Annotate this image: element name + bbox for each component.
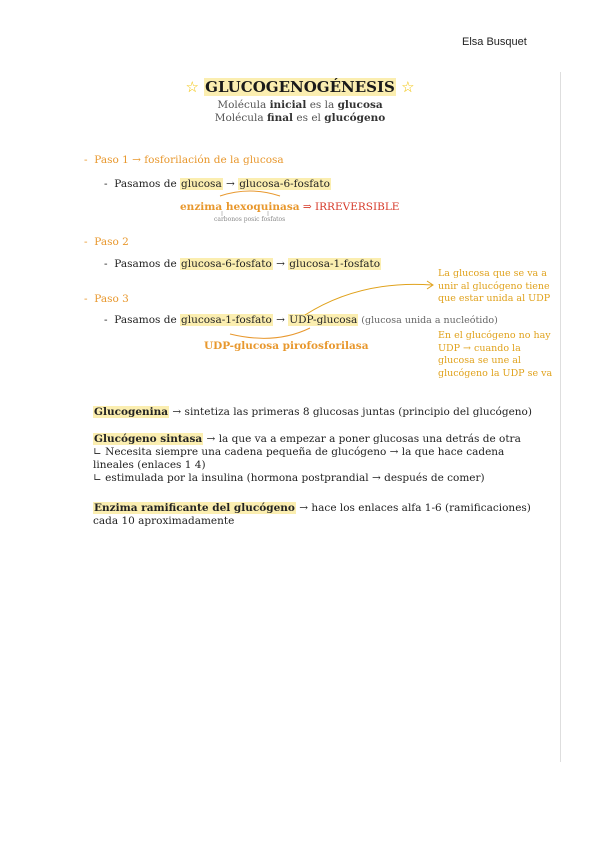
star-icon: ☆ (401, 78, 415, 96)
step-2-line: - Pasamos de glucosa-6-fosfato → glucosa-1-fosfato (104, 258, 381, 270)
subtitle-line-2: Molécula final es el glucógeno (214, 112, 386, 124)
title-text: GLUCOGENOGÉNESIS (205, 78, 395, 96)
side-note-udp: La glucosa que se va a unir al glucógeno tiene que estar unida al UDP (438, 268, 551, 304)
star-icon: ☆ (185, 78, 199, 96)
glucogenina-line: Glucogenina → sintetiza las primeras 8 glucosas juntas (principio del glucógeno) (94, 406, 532, 418)
author-name: Elsa Busquet (462, 36, 527, 48)
step-1-enzyme: enzima hexoquinasa ⇒ IRREVERSIBLE (180, 201, 400, 213)
sintasa-block: Glucógeno sintasa → la que va a empezar a poner glucosas una detrás de otra ∟ Necesita siempre una cadena pequeña de glucógeno → la que hace cadena lineales (enlaces 1 4) ∟ estimulada por la insulina (hormona postprandial → después de comer) (93, 433, 533, 485)
step-3-heading: - Paso 3 (84, 293, 129, 305)
step-3-enzyme: UDP-glucosa pirofosforilasa (204, 340, 369, 352)
side-note-glycogen: En el glucógeno no hay UDP → cuando la glucosa se une al glucógeno la UDP se va (438, 330, 553, 379)
step-2-heading: - Paso 2 (84, 236, 129, 248)
step-1-tick-marks (222, 211, 268, 216)
sintasa-sub-2: ∟ estimulada por la insulina (hormona postprandial → después de comer) (93, 472, 485, 484)
step-1-line: - Pasamos de glucosa → glucosa-6-fosfato (104, 178, 330, 190)
step-3-curve-arrow (230, 328, 310, 338)
step-1-curve-arrow (220, 191, 280, 196)
note-pointer-arrow (305, 284, 432, 315)
step-3-line: - Pasamos de glucosa-1-fosfato → UDP-glucosa (glucosa unida a nucleótido) (104, 314, 498, 326)
subtitle-line-1: Molécula inicial es la glucosa (217, 99, 383, 111)
step-1-heading: - Paso 1 → fosforilación de la glucosa (84, 154, 284, 166)
step-1-small-note: carbonos posic fosfatos (214, 216, 286, 223)
sintasa-sub-1: ∟ Necesita siempre una cadena pequeña de glucógeno → la que hace cadena lineales (enlaces 1 4) (93, 446, 505, 471)
ramificante-block: Enzima ramificante del glucógeno → hace los enlaces alfa 1-6 (ramificaciones) cada 10 aproximadamente (93, 502, 531, 527)
